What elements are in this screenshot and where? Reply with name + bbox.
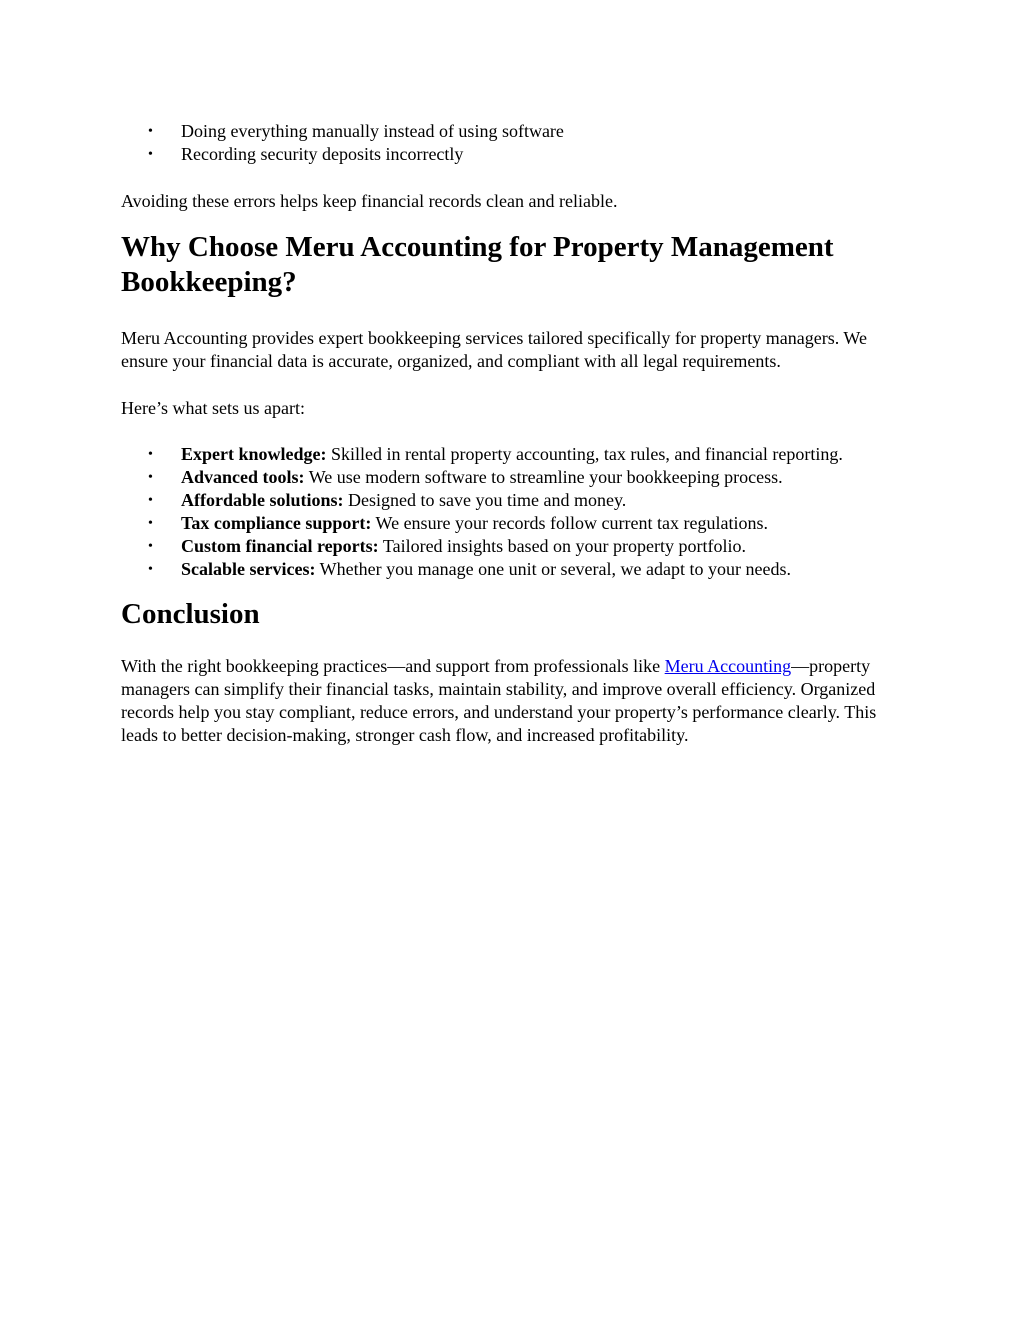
feature-description: Whether you manage one unit or several, we adapt to your needs. bbox=[315, 559, 791, 579]
feature-description: Designed to save you time and money. bbox=[343, 490, 627, 510]
feature-term: Advanced tools: bbox=[181, 467, 305, 487]
why-choose-heading: Why Choose Meru Accounting for Property Management Bookkeeping? bbox=[121, 231, 834, 298]
list-item-text: Doing everything manually instead of using software bbox=[181, 121, 564, 141]
bullet-icon: • bbox=[148, 447, 153, 462]
document-page bbox=[121, 120, 881, 747]
feature-description: We ensure your records follow current tax regulations. bbox=[371, 513, 768, 533]
mistakes-list bbox=[121, 120, 881, 166]
intro-paragraph: Meru Accounting provides expert bookkeeping services tailored specifically for property managers. We ensure your financial data is accurate, organized, and compliant with all legal requirements. bbox=[121, 328, 867, 371]
bullet-icon: • bbox=[148, 562, 153, 577]
conclusion-text-before-link: With the right bookkeeping practices—and support from professionals like bbox=[121, 656, 665, 676]
list-item-text: Recording security deposits incorrectly bbox=[181, 144, 464, 164]
sets-apart-paragraph: Here’s what sets us apart: bbox=[121, 398, 305, 418]
list-item bbox=[121, 558, 881, 581]
avoid-errors-paragraph: Avoiding these errors helps keep financial records clean and reliable. bbox=[121, 191, 618, 211]
bullet-icon: • bbox=[148, 470, 153, 485]
meru-accounting-link[interactable]: Meru Accounting bbox=[664, 656, 792, 676]
list-item bbox=[121, 443, 881, 466]
feature-term: Expert knowledge: bbox=[181, 444, 327, 464]
list-item bbox=[121, 535, 881, 558]
bullet-icon: • bbox=[148, 147, 153, 162]
bullet-icon: • bbox=[148, 493, 153, 508]
feature-term: Affordable solutions: bbox=[181, 490, 344, 510]
bullet-icon: • bbox=[148, 124, 153, 139]
feature-term: Scalable services: bbox=[181, 559, 316, 579]
feature-term: Custom financial reports: bbox=[181, 536, 379, 556]
list-item bbox=[121, 466, 881, 489]
bullet-icon: • bbox=[148, 539, 153, 554]
conclusion-heading: Conclusion bbox=[121, 598, 260, 630]
list-item bbox=[121, 512, 881, 535]
features-list bbox=[121, 443, 881, 581]
list-item bbox=[121, 489, 881, 512]
feature-description: We use modern software to streamline your bookkeeping process. bbox=[304, 467, 783, 487]
list-item bbox=[121, 143, 881, 166]
conclusion-text-after-link: —property managers can simplify their financial tasks, maintain stability, and improve overall efficiency. Organized records help you stay compliant, reduce errors, and understand your property’s performance clearly. This leads to better decision-making, stronger cash flow, and increased profitability. bbox=[121, 656, 877, 745]
conclusion-paragraph bbox=[121, 655, 881, 747]
list-item bbox=[121, 120, 881, 143]
feature-description: Skilled in rental property accounting, tax rules, and financial reporting. bbox=[326, 444, 843, 464]
bullet-icon: • bbox=[148, 516, 153, 531]
feature-term: Tax compliance support: bbox=[181, 513, 372, 533]
feature-description: Tailored insights based on your property portfolio. bbox=[378, 536, 747, 556]
